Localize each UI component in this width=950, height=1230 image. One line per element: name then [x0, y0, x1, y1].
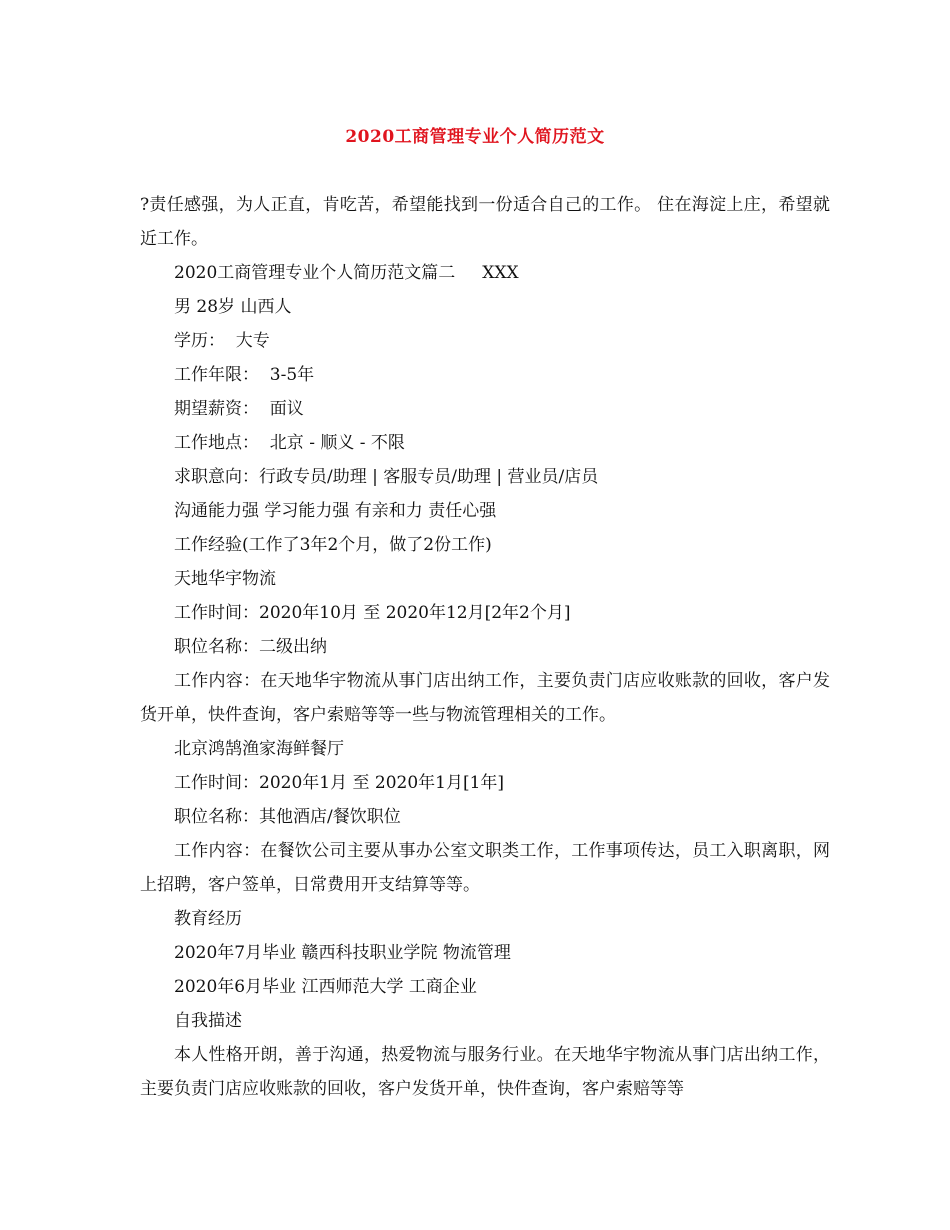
- work-content: 工作内容：在天地华宇物流从事门店出纳工作，主要负责门店应收账款的回收，客户发货开单，快件查询，客户索赔等等一些与物流管理相关的工作。: [140, 671, 830, 725]
- job-intention: 求职意向：行政专员/助理 | 客服专员/助理 | 营业员/店员: [174, 467, 599, 487]
- work-content: 工作内容：在餐饮公司主要从事办公室文职类工作，工作事项传达，员工入职离职，网上招聘，客户签单，日常费用开支结算等等。: [140, 841, 830, 895]
- work-period: 工作时间：2020年10月 至 2020年12月[2年2个月]: [174, 603, 571, 623]
- work-experience-heading: 工作经验(工作了3年2个月，做了2份工作): [174, 535, 492, 555]
- education-entry: 2020年6月毕业 江西师范大学 工商企业: [174, 977, 477, 997]
- intro-paragraph: ?责任感强，为人正直，肯吃苦，希望能找到一份适合自己的工作。 住在海淀上庄，希望就近工作。: [140, 195, 830, 249]
- position-title: 职位名称：二级出纳: [174, 637, 327, 657]
- expected-salary: 期望薪资： 面议: [174, 399, 304, 419]
- page-title: 2020工商管理专业个人简历范文: [345, 127, 605, 147]
- personal-info: 男 28岁 山西人: [174, 297, 292, 317]
- education-level: 学历： 大专: [174, 331, 270, 351]
- education-entry: 2020年7月毕业 赣西科技职业学院 物流管理: [174, 943, 511, 963]
- document-body: [140, 188, 830, 1106]
- position-title: 职位名称：其他酒店/餐饮职位: [174, 807, 401, 827]
- resume-heading: 2020工商管理专业个人简历范文篇二 XXX: [174, 263, 519, 283]
- company-name: 北京鸿鹄渔家海鲜餐厅: [174, 739, 344, 759]
- company-name: 天地华宇物流: [174, 569, 276, 589]
- skills-line: 沟通能力强 学习能力强 有亲和力 责任心强: [174, 501, 497, 521]
- work-years: 工作年限： 3-5年: [174, 365, 315, 385]
- self-description-heading: 自我描述: [174, 1011, 242, 1031]
- work-location: 工作地点： 北京 - 顺义 - 不限: [174, 433, 405, 453]
- education-heading: 教育经历: [174, 909, 242, 929]
- self-description-paragraph: 本人性格开朗，善于沟通，热爱物流与服务行业。在天地华宇物流从事门店出纳工作，主要负责门店应收账款的回收，客户发货开单，快件查询，客户索赔等等: [140, 1045, 830, 1099]
- work-period: 工作时间：2020年1月 至 2020年1月[1年]: [174, 773, 505, 793]
